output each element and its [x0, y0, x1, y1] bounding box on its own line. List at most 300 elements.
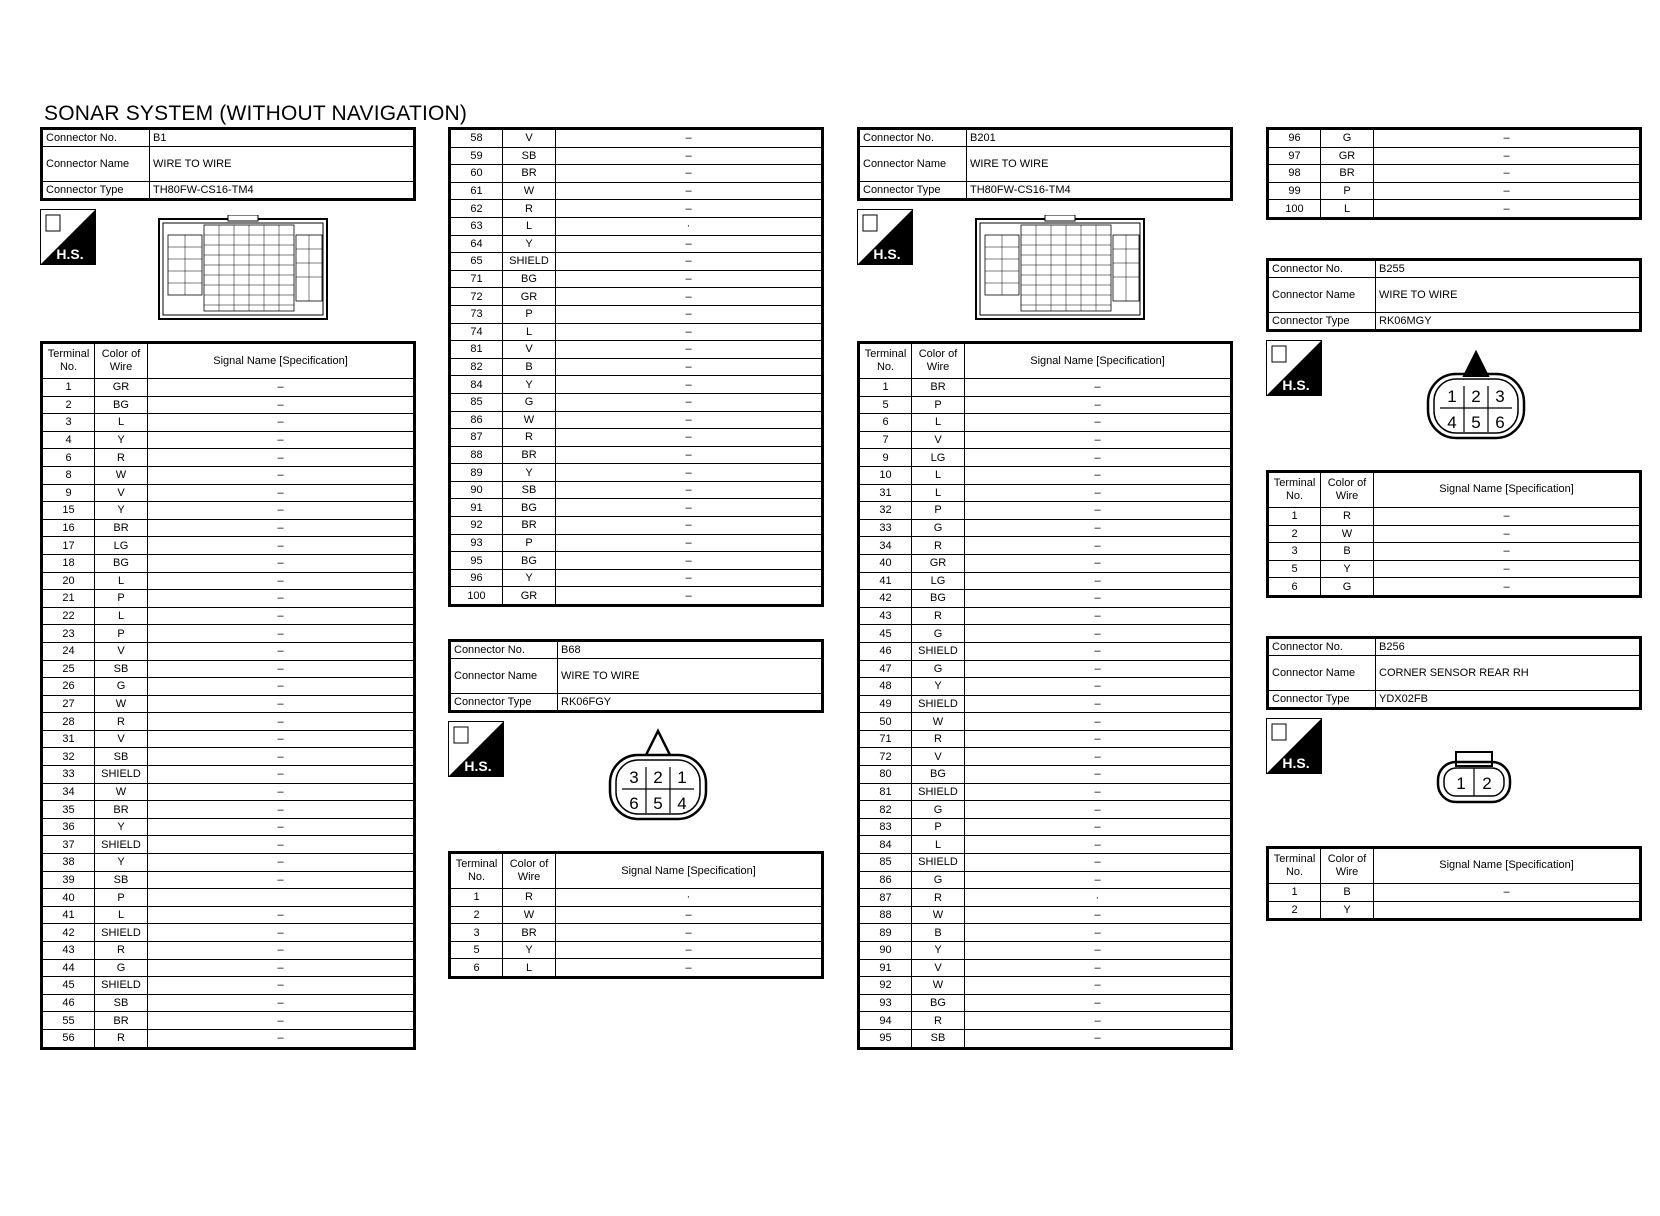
table-row: [450, 323, 823, 341]
signal-name-cell: –: [556, 552, 823, 570]
signal-name-cell: –: [148, 660, 415, 678]
terminal-no-cell: 9: [859, 449, 912, 467]
wire-color-cell: BR: [503, 446, 556, 464]
signal-name-cell: –: [965, 854, 1232, 872]
signal-name-cell: –: [556, 393, 823, 411]
terminal-no-cell: 98: [1268, 165, 1321, 183]
terminal-no-cell: 2: [42, 396, 95, 414]
terminal-no-cell: 42: [42, 924, 95, 942]
table-row: [859, 414, 1232, 432]
wire-color-cell: SB: [912, 1029, 965, 1048]
wire-color-cell: L: [912, 414, 965, 432]
table-row: [42, 642, 415, 660]
table-row: [42, 994, 415, 1012]
table-row: [859, 554, 1232, 572]
terminal-no-cell: 93: [450, 534, 503, 552]
terminal-no-cell: 60: [450, 165, 503, 183]
wire-color-cell: SB: [95, 871, 148, 889]
wire-color-cell: SHIELD: [912, 783, 965, 801]
wire-color-cell: P: [1321, 182, 1374, 200]
terminal-no-cell: 84: [450, 376, 503, 394]
wire-color-cell: BG: [912, 590, 965, 608]
signal-name-cell: –: [556, 481, 823, 499]
terminal-no-cell: 40: [859, 554, 912, 572]
wire-color-cell: V: [912, 748, 965, 766]
terminal-no-cell: 22: [42, 607, 95, 625]
signal-name-cell: –: [965, 396, 1232, 414]
svg-text:H.S.: H.S.: [464, 758, 492, 775]
table-row: [42, 854, 415, 872]
table-row: [42, 502, 415, 520]
signal-name-cell: –: [965, 836, 1232, 854]
harness-side-icon: [857, 209, 913, 265]
table-row: [859, 924, 1232, 942]
wire-color-cell: R: [912, 730, 965, 748]
table-row: [42, 537, 415, 555]
table-row: [450, 235, 823, 253]
signal-name-cell: –: [556, 147, 823, 165]
signal-name-cell: –: [556, 941, 823, 959]
wire-color-cell: W: [95, 466, 148, 484]
wire-color-cell: SB: [503, 481, 556, 499]
label-connector-name: Connector Name: [42, 147, 150, 182]
wire-color-cell: L: [503, 959, 556, 978]
wire-color-cell: Y: [1321, 560, 1374, 578]
wire-color-cell: V: [95, 730, 148, 748]
terminal-no-cell: 91: [859, 959, 912, 977]
wire-color-cell: R: [912, 1012, 965, 1030]
terminal-no-cell: 24: [42, 642, 95, 660]
signal-name-cell: –: [965, 484, 1232, 502]
label-connector-name: Connector Name: [450, 659, 558, 694]
terminal-no-cell: 5: [859, 396, 912, 414]
signal-name-cell: –: [965, 1012, 1232, 1030]
wire-color-cell: L: [912, 836, 965, 854]
table-row: [42, 836, 415, 854]
signal-name-cell: –: [556, 464, 823, 482]
harness-side-icon: [1266, 718, 1322, 774]
svg-text:1: 1: [677, 768, 687, 788]
signal-name-cell: –: [148, 537, 415, 555]
terminal-no-cell: 82: [859, 801, 912, 819]
table-row: [42, 695, 415, 713]
wire-color-cell: BG: [95, 396, 148, 414]
signal-name-cell: ·: [965, 889, 1232, 907]
table-row: [859, 801, 1232, 819]
signal-name-cell: –: [148, 942, 415, 960]
terminal-no-cell: 3: [1268, 543, 1321, 561]
wire-color-cell: W: [95, 783, 148, 801]
signal-name-cell: –: [148, 1029, 415, 1048]
signal-name-cell: –: [965, 766, 1232, 784]
terminal-no-cell: 43: [859, 607, 912, 625]
terminal-no-cell: 25: [42, 660, 95, 678]
svg-text:6: 6: [629, 794, 639, 814]
svg-text:6: 6: [1495, 412, 1505, 432]
signal-name-cell: –: [148, 854, 415, 872]
table-row: [1268, 165, 1641, 183]
label-connector-no: Connector No.: [450, 641, 558, 659]
table-row: [859, 537, 1232, 555]
signal-name-cell: –: [556, 429, 823, 447]
connector-no-value: B68: [558, 641, 823, 659]
table-row: [450, 393, 823, 411]
terminal-no-cell: 87: [450, 429, 503, 447]
table-row: [859, 449, 1232, 467]
connector-no-value: B201: [967, 129, 1232, 147]
wire-color-cell: R: [912, 537, 965, 555]
signal-name-cell: –: [556, 569, 823, 587]
connector-type-value: RK06MGY: [1376, 312, 1641, 330]
header-color-of-wire: Color of Wire: [1321, 471, 1374, 507]
table-row: [859, 854, 1232, 872]
svg-text:5: 5: [653, 794, 663, 814]
wire-color-cell: V: [95, 484, 148, 502]
signal-name-cell: –: [1374, 507, 1641, 525]
header-terminal-no: Terminal No.: [42, 343, 95, 379]
terminal-no-cell: 71: [859, 730, 912, 748]
signal-name-cell: –: [965, 660, 1232, 678]
terminal-no-cell: 86: [450, 411, 503, 429]
signal-name-cell: ·: [556, 217, 823, 235]
wire-color-cell: W: [503, 411, 556, 429]
table-row: [42, 766, 415, 784]
svg-text:5: 5: [1471, 412, 1481, 432]
terminal-no-cell: 47: [859, 660, 912, 678]
table-row: [42, 713, 415, 731]
table-row: [42, 519, 415, 537]
table-row: [450, 587, 823, 606]
terminal-no-cell: 41: [42, 906, 95, 924]
terminal-no-cell: 92: [859, 977, 912, 995]
signal-name-cell: –: [965, 678, 1232, 696]
signal-name-cell: –: [965, 871, 1232, 889]
wire-table-b201-continued: [1266, 127, 1642, 220]
wire-color-cell: Y: [503, 235, 556, 253]
signal-name-cell: –: [965, 642, 1232, 660]
wire-color-cell: B: [1321, 883, 1374, 901]
signal-name-cell: –: [148, 431, 415, 449]
signal-name-cell: [1374, 901, 1641, 920]
terminal-no-cell: 6: [450, 959, 503, 978]
wire-color-cell: V: [503, 341, 556, 359]
table-row: [859, 590, 1232, 608]
table-row: [859, 730, 1232, 748]
signal-name-cell: –: [965, 502, 1232, 520]
terminal-no-cell: 40: [42, 889, 95, 907]
wire-color-cell: SHIELD: [95, 924, 148, 942]
table-row: [42, 379, 415, 397]
terminal-no-cell: 6: [1268, 578, 1321, 597]
terminal-no-cell: 86: [859, 871, 912, 889]
connector-name-value: WIRE TO WIRE: [558, 659, 823, 694]
terminal-no-cell: 1: [859, 379, 912, 397]
table-row: [450, 253, 823, 271]
signal-name-cell: –: [1374, 883, 1641, 901]
wire-color-cell: R: [95, 942, 148, 960]
table-row: [450, 165, 823, 183]
terminal-no-cell: 72: [859, 748, 912, 766]
wire-color-cell: W: [1321, 525, 1374, 543]
wire-color-cell: R: [503, 889, 556, 907]
table-row: [450, 270, 823, 288]
terminal-no-cell: 45: [859, 625, 912, 643]
wire-color-cell: Y: [95, 431, 148, 449]
table-row: [450, 411, 823, 429]
table-row: [42, 889, 415, 907]
signal-name-cell: [148, 889, 415, 907]
svg-text:H.S.: H.S.: [1282, 376, 1310, 393]
six-pin-connector-icon: [1424, 346, 1528, 446]
table-row: [859, 502, 1232, 520]
label-connector-type: Connector Type: [1268, 312, 1376, 330]
table-row: [859, 766, 1232, 784]
wire-color-cell: V: [503, 129, 556, 148]
signal-name-cell: –: [148, 713, 415, 731]
signal-name-cell: –: [1374, 200, 1641, 219]
wire-color-cell: LG: [912, 449, 965, 467]
label-connector-no: Connector No.: [1268, 637, 1376, 655]
wire-color-cell: W: [503, 906, 556, 924]
table-row: [859, 836, 1232, 854]
wire-color-cell: R: [95, 449, 148, 467]
terminal-no-cell: 34: [42, 783, 95, 801]
signal-name-cell: –: [965, 818, 1232, 836]
wire-table-b1-continued: [448, 127, 824, 607]
signal-name-cell: –: [556, 358, 823, 376]
signal-name-cell: –: [148, 519, 415, 537]
wire-color-cell: Y: [503, 376, 556, 394]
header-color-of-wire: Color of Wire: [503, 853, 556, 889]
terminal-no-cell: 38: [42, 854, 95, 872]
table-row: [859, 484, 1232, 502]
wire-color-cell: L: [503, 323, 556, 341]
signal-name-cell: –: [556, 182, 823, 200]
label-connector-type: Connector Type: [1268, 690, 1376, 708]
connector-diagram-b68: [448, 713, 824, 851]
wire-color-cell: W: [912, 906, 965, 924]
column-b1: [40, 127, 416, 1050]
terminal-no-cell: 81: [450, 341, 503, 359]
table-row: [859, 748, 1232, 766]
header-terminal-no: Terminal No.: [1268, 471, 1321, 507]
svg-text:3: 3: [1495, 386, 1505, 406]
wire-color-cell: G: [1321, 129, 1374, 148]
signal-name-cell: –: [556, 200, 823, 218]
svg-text:2: 2: [1471, 386, 1481, 406]
signal-name-cell: –: [148, 924, 415, 942]
signal-name-cell: –: [148, 396, 415, 414]
table-row: [450, 200, 823, 218]
wire-color-cell: L: [912, 484, 965, 502]
table-row: [450, 906, 823, 924]
terminal-no-cell: 44: [42, 959, 95, 977]
table-row: [1268, 543, 1641, 561]
connector-no-value: B256: [1376, 637, 1641, 655]
table-row: [450, 446, 823, 464]
table-row: [859, 1029, 1232, 1048]
terminal-no-cell: 48: [859, 678, 912, 696]
signal-name-cell: –: [965, 431, 1232, 449]
connector-type-value: YDX02FB: [1376, 690, 1641, 708]
wire-color-cell: G: [1321, 578, 1374, 597]
table-row: [859, 959, 1232, 977]
terminal-no-cell: 58: [450, 129, 503, 148]
table-row: [1268, 200, 1641, 219]
signal-name-cell: –: [965, 783, 1232, 801]
connector-info-b68: [448, 639, 824, 713]
wire-color-cell: BR: [503, 165, 556, 183]
connector-no-value: B1: [150, 129, 415, 147]
signal-name-cell: –: [148, 906, 415, 924]
signal-name-cell: –: [556, 517, 823, 535]
signal-name-cell: –: [556, 129, 823, 148]
column-b255-b256: [1266, 127, 1642, 921]
table-row: [859, 572, 1232, 590]
signal-name-cell: –: [965, 572, 1232, 590]
signal-name-cell: –: [556, 411, 823, 429]
wire-color-cell: R: [912, 607, 965, 625]
signal-name-cell: –: [148, 607, 415, 625]
table-row: [859, 396, 1232, 414]
connector-name-value: WIRE TO WIRE: [1376, 277, 1641, 312]
terminal-no-cell: 1: [1268, 507, 1321, 525]
wire-color-cell: L: [912, 466, 965, 484]
signal-name-cell: –: [556, 253, 823, 271]
wire-table-b255: [1266, 470, 1642, 598]
terminal-no-cell: 1: [450, 889, 503, 907]
signal-name-cell: –: [965, 1029, 1232, 1048]
terminal-no-cell: 7: [859, 431, 912, 449]
terminal-no-cell: 39: [42, 871, 95, 889]
wire-color-cell: W: [503, 182, 556, 200]
terminal-no-cell: 31: [42, 730, 95, 748]
signal-name-cell: –: [965, 466, 1232, 484]
terminal-no-cell: 5: [450, 941, 503, 959]
wire-color-cell: BR: [503, 924, 556, 942]
terminal-no-cell: 94: [859, 1012, 912, 1030]
two-pin-connector-icon: [1434, 750, 1514, 808]
wire-color-cell: LG: [912, 572, 965, 590]
terminal-no-cell: 32: [42, 748, 95, 766]
terminal-no-cell: 15: [42, 502, 95, 520]
signal-name-cell: –: [965, 379, 1232, 397]
table-row: [450, 924, 823, 942]
terminal-no-cell: 37: [42, 836, 95, 854]
label-connector-type: Connector Type: [42, 182, 150, 200]
terminal-no-cell: 90: [859, 942, 912, 960]
terminal-no-cell: 41: [859, 572, 912, 590]
terminal-no-cell: 90: [450, 481, 503, 499]
terminal-no-cell: 80: [859, 766, 912, 784]
table-row: [42, 449, 415, 467]
table-row: [450, 517, 823, 535]
terminal-no-cell: 97: [1268, 147, 1321, 165]
wire-color-cell: P: [95, 889, 148, 907]
header-terminal-no: Terminal No.: [450, 853, 503, 889]
connector-diagram-b255: [1266, 332, 1642, 470]
wire-color-cell: R: [95, 713, 148, 731]
terminal-no-cell: 23: [42, 625, 95, 643]
terminal-no-cell: 91: [450, 499, 503, 517]
table-row: [859, 519, 1232, 537]
header-color-of-wire: Color of Wire: [1321, 847, 1374, 883]
wire-color-cell: GR: [1321, 147, 1374, 165]
terminal-no-cell: 9: [42, 484, 95, 502]
table-row: [450, 288, 823, 306]
terminal-no-cell: 17: [42, 537, 95, 555]
wire-color-cell: G: [912, 519, 965, 537]
terminal-no-cell: 56: [42, 1029, 95, 1048]
connector-name-value: WIRE TO WIRE: [150, 147, 415, 182]
terminal-no-cell: 82: [450, 358, 503, 376]
wire-color-cell: B: [503, 358, 556, 376]
terminal-no-cell: 45: [42, 977, 95, 995]
table-row: [450, 552, 823, 570]
terminal-no-cell: 2: [450, 906, 503, 924]
terminal-no-cell: 50: [859, 713, 912, 731]
wire-color-cell: GR: [503, 288, 556, 306]
table-row: [859, 678, 1232, 696]
table-row: [1268, 147, 1641, 165]
signal-name-cell: –: [965, 590, 1232, 608]
table-row: [42, 590, 415, 608]
signal-name-cell: –: [1374, 147, 1641, 165]
table-row: [42, 977, 415, 995]
wire-color-cell: P: [912, 396, 965, 414]
wire-color-cell: R: [912, 889, 965, 907]
wire-color-cell: G: [95, 678, 148, 696]
table-row: [859, 625, 1232, 643]
wire-color-cell: V: [912, 431, 965, 449]
table-row: [859, 906, 1232, 924]
table-row: [450, 499, 823, 517]
wire-color-cell: P: [503, 534, 556, 552]
column-b201: [857, 127, 1233, 1050]
svg-text:3: 3: [629, 768, 639, 788]
wire-color-cell: SHIELD: [912, 854, 965, 872]
signal-name-cell: –: [148, 994, 415, 1012]
header-signal-name: Signal Name [Specification]: [556, 853, 823, 889]
wire-color-cell: L: [95, 607, 148, 625]
wire-color-cell: W: [912, 713, 965, 731]
wire-color-cell: G: [503, 393, 556, 411]
signal-name-cell: –: [965, 924, 1232, 942]
signal-name-cell: –: [1374, 165, 1641, 183]
wire-color-cell: GR: [95, 379, 148, 397]
table-row: [42, 554, 415, 572]
wire-color-cell: Y: [503, 569, 556, 587]
signal-name-cell: –: [148, 572, 415, 590]
table-row: [42, 906, 415, 924]
table-row: [859, 871, 1232, 889]
signal-name-cell: –: [965, 449, 1232, 467]
table-row: [859, 1012, 1232, 1030]
table-row: [859, 379, 1232, 397]
header-color-of-wire: Color of Wire: [912, 343, 965, 379]
signal-name-cell: –: [148, 554, 415, 572]
terminal-no-cell: 84: [859, 836, 912, 854]
wire-color-cell: BR: [95, 519, 148, 537]
table-row: [1268, 182, 1641, 200]
harness-side-icon: [1266, 340, 1322, 396]
table-row: [42, 924, 415, 942]
terminal-no-cell: 1: [1268, 883, 1321, 901]
table-row: [42, 959, 415, 977]
terminal-no-cell: 34: [859, 537, 912, 555]
label-connector-type: Connector Type: [859, 182, 967, 200]
terminal-no-cell: 96: [450, 569, 503, 587]
